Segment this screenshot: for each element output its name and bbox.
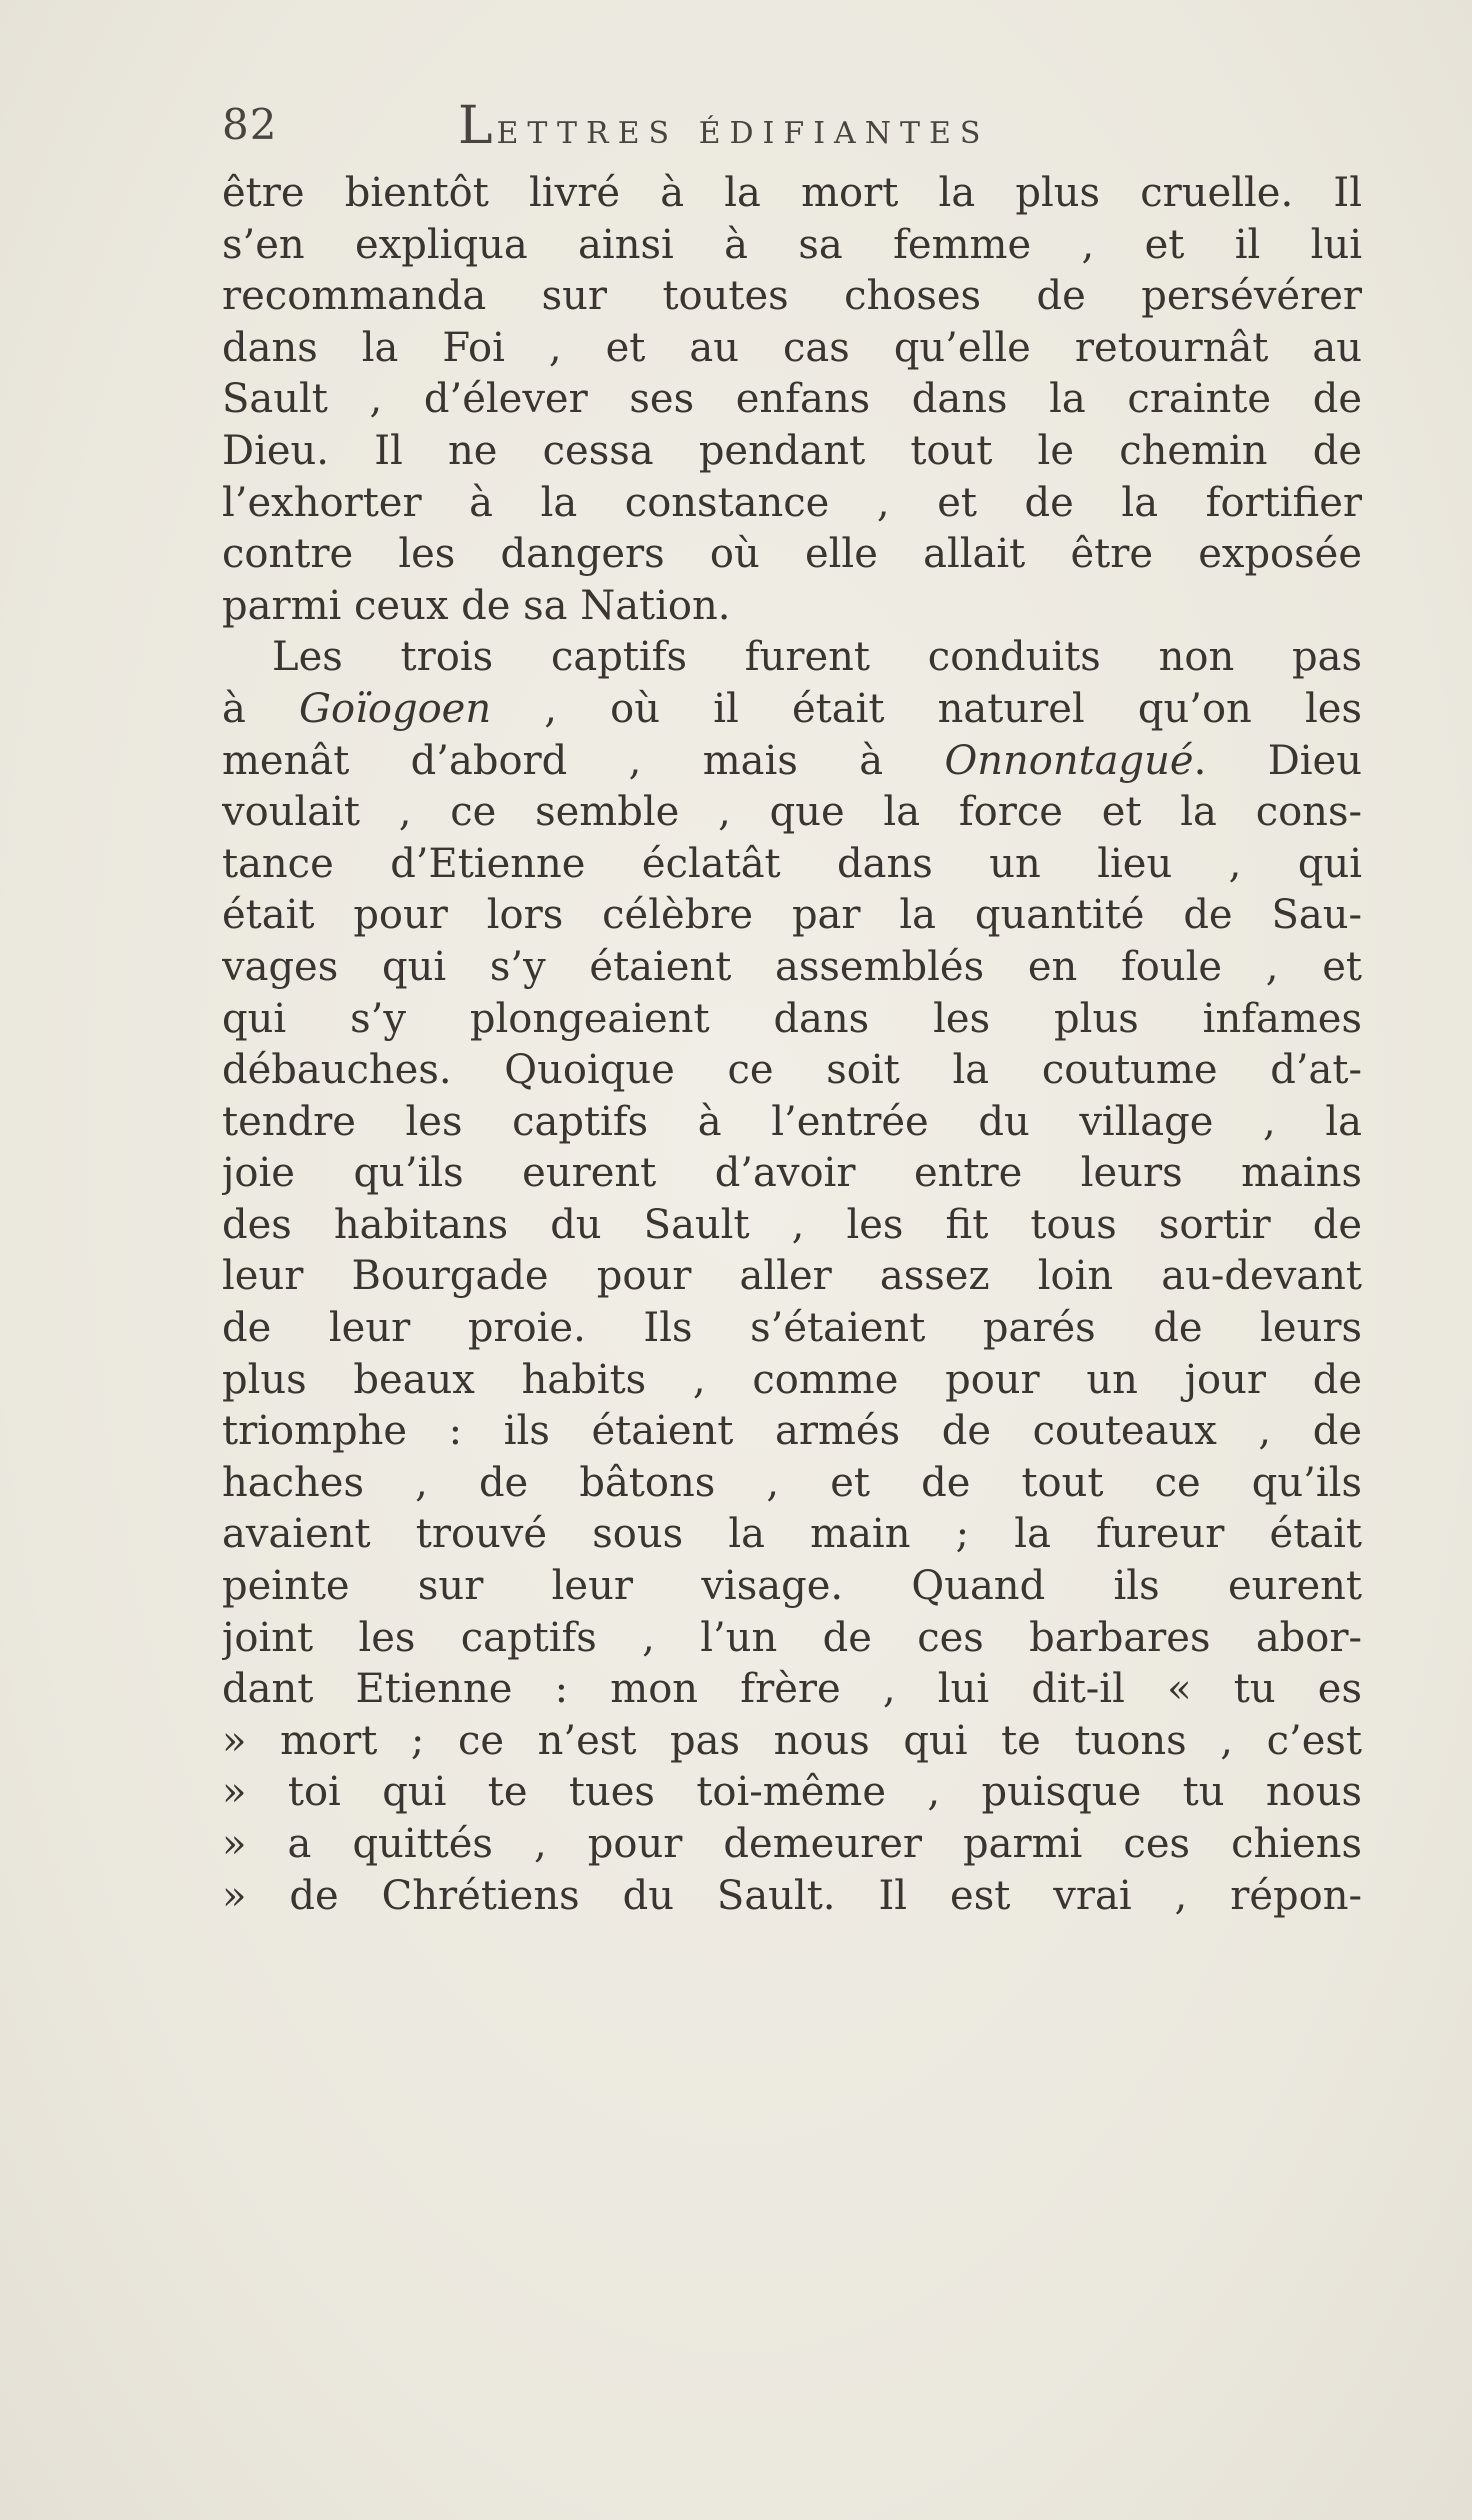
text-line: joint les captifs , l’un de ces barbares abor- [222, 1614, 1362, 1661]
running-head-lettres: ETTRES [496, 116, 679, 151]
text-line [222, 736, 1362, 788]
text-line: des habitans du Sault , les fit tous sortir de [222, 1201, 1362, 1248]
page-number: 82 [222, 100, 278, 149]
text-line: recommanda sur toutes choses de persévérer [222, 273, 1362, 320]
text-line: » de Chrétiens du Sault. Il est vrai , répon- [222, 1872, 1362, 1919]
line-text: , où il était naturel qu’on les [491, 685, 1362, 732]
line-text: . Dieu [1193, 737, 1362, 784]
text-line: leur Bourgade pour aller assez loin au-devant [222, 1253, 1362, 1300]
body-text [222, 168, 1362, 1922]
text-line: peinte sur leur visage. Quand ils eurent [222, 1563, 1362, 1610]
text-line: avaient trouvé sous la main ; la fureur était [222, 1511, 1362, 1558]
running-head-edifiantes: ÉDIFIANTES [698, 116, 990, 151]
text-line: » toi qui te tues toi-même , puisque tu nous [222, 1769, 1362, 1816]
text-line: » a quittés , pour demeurer parmi ces chiens [222, 1821, 1362, 1867]
text-line: plus beaux habits , comme pour un jour de [222, 1356, 1362, 1403]
text-line: tance d’Etienne éclatât dans un lieu , qui [222, 840, 1362, 887]
text-line: de leur proie. Ils s’étaient parés de leurs [222, 1305, 1362, 1352]
text-line [222, 684, 1362, 736]
text-line: s’en expliqua ainsi à sa femme , et il lui [222, 221, 1362, 268]
place-name-onnontague: Onnontagué [944, 737, 1194, 784]
text-line: voulait , ce semble , que la force et la cons- [222, 789, 1362, 836]
line-text: à [222, 685, 300, 732]
place-name-goiogoen: Goïogoen [299, 685, 492, 732]
text-line: Dieu. Il ne cessa pendant tout le chemin de [222, 427, 1362, 474]
text-line: vages qui s’y étaient assemblés en foule , et [222, 943, 1362, 990]
text-line: » mort ; ce n’est pas nous qui te tuons , c’est [222, 1717, 1362, 1764]
text-line: parmi ceux de sa Nation. [222, 582, 731, 629]
text-line: était pour lors célèbre par la quantité de Sau- [222, 892, 1362, 939]
text-line: triomphe : ils étaient armés de couteaux , de [222, 1408, 1362, 1455]
text-line: contre les dangers où elle allait être exposée [222, 531, 1362, 578]
line-text: menât d’abord , mais à [222, 737, 945, 784]
running-head [458, 96, 989, 156]
text-line: être bientôt livré à la mort la plus cruelle. Il [222, 170, 1362, 216]
text-line: dans la Foi , et au cas qu’elle retournât au [222, 324, 1362, 371]
text-line: dant Etienne : mon frère , lui dit-il « tu es [222, 1666, 1362, 1713]
text-line: l’exhorter à la constance , et de la fortifier [222, 479, 1362, 526]
text-line: qui s’y plongeaient dans les plus infames [222, 995, 1362, 1042]
text-line: Les trois captifs furent conduits non pas [272, 634, 1362, 681]
text-line: Sault , d’élever ses enfans dans la crainte de [222, 376, 1362, 423]
text-line: tendre les captifs à l’entrée du village , la [222, 1098, 1362, 1145]
text-line: débauches. Quoique ce soit la coutume d’at- [222, 1047, 1362, 1094]
page-header [222, 96, 1362, 168]
text-line: haches , de bâtons , et de tout ce qu’ils [222, 1459, 1362, 1506]
running-head-initial: L [458, 96, 497, 156]
text-line: joie qu’ils eurent d’avoir entre leurs mains [222, 1150, 1362, 1197]
